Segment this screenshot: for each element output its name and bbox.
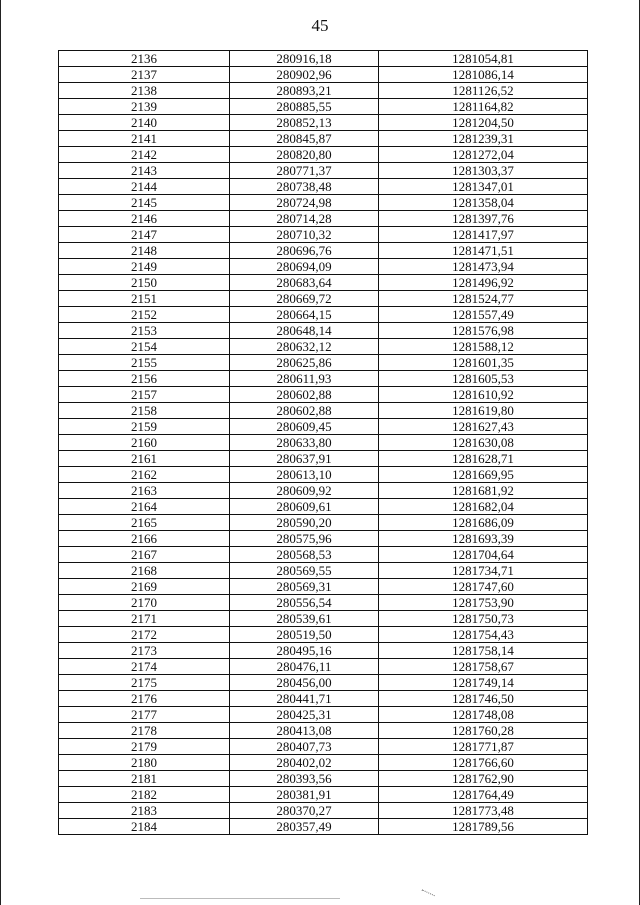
y-coordinate-cell: 1281496,92 xyxy=(379,275,588,291)
footer-line xyxy=(140,898,340,899)
y-coordinate-cell: 1281746,50 xyxy=(379,691,588,707)
y-coordinate-cell: 1281610,92 xyxy=(379,387,588,403)
x-coordinate-cell: 280852,13 xyxy=(230,115,379,131)
y-coordinate-cell: 1281669,95 xyxy=(379,467,588,483)
x-coordinate-cell: 280633,80 xyxy=(230,435,379,451)
table-row xyxy=(59,275,588,291)
table-row xyxy=(59,83,588,99)
x-coordinate-cell: 280609,92 xyxy=(230,483,379,499)
x-coordinate-cell: 280495,16 xyxy=(230,643,379,659)
table-row xyxy=(59,195,588,211)
table-row xyxy=(59,547,588,563)
y-coordinate-cell: 1281766,60 xyxy=(379,755,588,771)
x-coordinate-cell: 280476,11 xyxy=(230,659,379,675)
table-row xyxy=(59,691,588,707)
table-row xyxy=(59,323,588,339)
x-coordinate-cell: 280669,72 xyxy=(230,291,379,307)
table-row xyxy=(59,179,588,195)
point-number-cell: 2147 xyxy=(59,227,230,243)
x-coordinate-cell: 280625,86 xyxy=(230,355,379,371)
x-coordinate-cell: 280370,27 xyxy=(230,803,379,819)
y-coordinate-cell: 1281086,14 xyxy=(379,67,588,83)
point-number-cell: 2165 xyxy=(59,515,230,531)
x-coordinate-cell: 280771,37 xyxy=(230,163,379,179)
table-row xyxy=(59,403,588,419)
x-coordinate-cell: 280590,20 xyxy=(230,515,379,531)
point-number-cell: 2167 xyxy=(59,547,230,563)
y-coordinate-cell: 1281473,94 xyxy=(379,259,588,275)
point-number-cell: 2173 xyxy=(59,643,230,659)
y-coordinate-cell: 1281627,43 xyxy=(379,419,588,435)
table-row xyxy=(59,787,588,803)
x-coordinate-cell: 280714,28 xyxy=(230,211,379,227)
y-coordinate-cell: 1281054,81 xyxy=(379,51,588,67)
point-number-cell: 2157 xyxy=(59,387,230,403)
point-number-cell: 2169 xyxy=(59,579,230,595)
table-row xyxy=(59,211,588,227)
table-row xyxy=(59,131,588,147)
table-row xyxy=(59,755,588,771)
point-number-cell: 2138 xyxy=(59,83,230,99)
point-number-cell: 2145 xyxy=(59,195,230,211)
table-row xyxy=(59,307,588,323)
point-number-cell: 2146 xyxy=(59,211,230,227)
y-coordinate-cell: 1281417,97 xyxy=(379,227,588,243)
x-coordinate-cell: 280402,02 xyxy=(230,755,379,771)
table-row xyxy=(59,115,588,131)
y-coordinate-cell: 1281588,12 xyxy=(379,339,588,355)
table-row xyxy=(59,355,588,371)
x-coordinate-cell: 280845,87 xyxy=(230,131,379,147)
x-coordinate-cell: 280664,15 xyxy=(230,307,379,323)
x-coordinate-cell: 280609,45 xyxy=(230,419,379,435)
point-number-cell: 2177 xyxy=(59,707,230,723)
page-edge-left xyxy=(0,0,1,905)
x-coordinate-cell: 280611,93 xyxy=(230,371,379,387)
y-coordinate-cell: 1281762,90 xyxy=(379,771,588,787)
table-row xyxy=(59,819,588,835)
y-coordinate-cell: 1281576,98 xyxy=(379,323,588,339)
table-row xyxy=(59,451,588,467)
table-row xyxy=(59,291,588,307)
point-number-cell: 2154 xyxy=(59,339,230,355)
point-number-cell: 2143 xyxy=(59,163,230,179)
x-coordinate-cell: 280569,31 xyxy=(230,579,379,595)
point-number-cell: 2166 xyxy=(59,531,230,547)
table-row xyxy=(59,595,588,611)
x-coordinate-cell: 280648,14 xyxy=(230,323,379,339)
point-number-cell: 2142 xyxy=(59,147,230,163)
point-number-cell: 2164 xyxy=(59,499,230,515)
y-coordinate-cell: 1281358,04 xyxy=(379,195,588,211)
table-row xyxy=(59,163,588,179)
point-number-cell: 2155 xyxy=(59,355,230,371)
x-coordinate-cell: 280632,12 xyxy=(230,339,379,355)
table-row xyxy=(59,659,588,675)
x-coordinate-cell: 280393,56 xyxy=(230,771,379,787)
point-number-cell: 2160 xyxy=(59,435,230,451)
x-coordinate-cell: 280575,96 xyxy=(230,531,379,547)
x-coordinate-cell: 280694,09 xyxy=(230,259,379,275)
y-coordinate-cell: 1281758,67 xyxy=(379,659,588,675)
table-row xyxy=(59,371,588,387)
table-row xyxy=(59,643,588,659)
x-coordinate-cell: 280539,61 xyxy=(230,611,379,627)
point-number-cell: 2184 xyxy=(59,819,230,835)
point-number-cell: 2183 xyxy=(59,803,230,819)
y-coordinate-cell: 1281601,35 xyxy=(379,355,588,371)
y-coordinate-cell: 1281347,01 xyxy=(379,179,588,195)
x-coordinate-cell: 280519,50 xyxy=(230,627,379,643)
x-coordinate-cell: 280613,10 xyxy=(230,467,379,483)
point-number-cell: 2179 xyxy=(59,739,230,755)
x-coordinate-cell: 280885,55 xyxy=(230,99,379,115)
y-coordinate-cell: 1281760,28 xyxy=(379,723,588,739)
table-row xyxy=(59,483,588,499)
y-coordinate-cell: 1281164,82 xyxy=(379,99,588,115)
y-coordinate-cell: 1281471,51 xyxy=(379,243,588,259)
y-coordinate-cell: 1281748,08 xyxy=(379,707,588,723)
table-row xyxy=(59,243,588,259)
table-row xyxy=(59,723,588,739)
point-number-cell: 2180 xyxy=(59,755,230,771)
table-row xyxy=(59,147,588,163)
point-number-cell: 2139 xyxy=(59,99,230,115)
point-number-cell: 2151 xyxy=(59,291,230,307)
point-number-cell: 2153 xyxy=(59,323,230,339)
table-row xyxy=(59,339,588,355)
point-number-cell: 2182 xyxy=(59,787,230,803)
y-coordinate-cell: 1281750,73 xyxy=(379,611,588,627)
table-row xyxy=(59,387,588,403)
x-coordinate-cell: 280568,53 xyxy=(230,547,379,563)
table-row xyxy=(59,627,588,643)
x-coordinate-cell: 280738,48 xyxy=(230,179,379,195)
point-number-cell: 2175 xyxy=(59,675,230,691)
y-coordinate-cell: 1281204,50 xyxy=(379,115,588,131)
table-row xyxy=(59,771,588,787)
point-number-cell: 2150 xyxy=(59,275,230,291)
table-row xyxy=(59,259,588,275)
point-number-cell: 2163 xyxy=(59,483,230,499)
point-number-cell: 2178 xyxy=(59,723,230,739)
y-coordinate-cell: 1281272,04 xyxy=(379,147,588,163)
x-coordinate-cell: 280893,21 xyxy=(230,83,379,99)
x-coordinate-cell: 280441,71 xyxy=(230,691,379,707)
x-coordinate-cell: 280710,32 xyxy=(230,227,379,243)
y-coordinate-cell: 1281239,31 xyxy=(379,131,588,147)
point-number-cell: 2159 xyxy=(59,419,230,435)
y-coordinate-cell: 1281773,48 xyxy=(379,803,588,819)
y-coordinate-cell: 1281747,60 xyxy=(379,579,588,595)
table-row xyxy=(59,435,588,451)
table-row xyxy=(59,739,588,755)
x-coordinate-cell: 280609,61 xyxy=(230,499,379,515)
x-coordinate-cell: 280413,08 xyxy=(230,723,379,739)
y-coordinate-cell: 1281682,04 xyxy=(379,499,588,515)
point-number-cell: 2140 xyxy=(59,115,230,131)
y-coordinate-cell: 1281557,49 xyxy=(379,307,588,323)
table-row xyxy=(59,563,588,579)
point-number-cell: 2136 xyxy=(59,51,230,67)
x-coordinate-cell: 280407,73 xyxy=(230,739,379,755)
table-row xyxy=(59,707,588,723)
table-row xyxy=(59,611,588,627)
y-coordinate-cell: 1281126,52 xyxy=(379,83,588,99)
table-row xyxy=(59,227,588,243)
y-coordinate-cell: 1281303,37 xyxy=(379,163,588,179)
table-row xyxy=(59,99,588,115)
table-row xyxy=(59,499,588,515)
x-coordinate-cell: 280569,55 xyxy=(230,563,379,579)
y-coordinate-cell: 1281524,77 xyxy=(379,291,588,307)
point-number-cell: 2174 xyxy=(59,659,230,675)
x-coordinate-cell: 280357,49 xyxy=(230,819,379,835)
y-coordinate-cell: 1281753,90 xyxy=(379,595,588,611)
y-coordinate-cell: 1281734,71 xyxy=(379,563,588,579)
page-number: 45 xyxy=(311,16,329,35)
x-coordinate-cell: 280637,91 xyxy=(230,451,379,467)
scan-artifact xyxy=(419,889,435,901)
x-coordinate-cell: 280916,18 xyxy=(230,51,379,67)
y-coordinate-cell: 1281686,09 xyxy=(379,515,588,531)
point-number-cell: 2176 xyxy=(59,691,230,707)
coordinates-table-body xyxy=(59,51,588,835)
table-row xyxy=(59,579,588,595)
point-number-cell: 2148 xyxy=(59,243,230,259)
table-row xyxy=(59,803,588,819)
y-coordinate-cell: 1281764,49 xyxy=(379,787,588,803)
coordinates-table xyxy=(58,50,588,835)
point-number-cell: 2156 xyxy=(59,371,230,387)
x-coordinate-cell: 280602,88 xyxy=(230,403,379,419)
x-coordinate-cell: 280602,88 xyxy=(230,387,379,403)
point-number-cell: 2152 xyxy=(59,307,230,323)
x-coordinate-cell: 280724,98 xyxy=(230,195,379,211)
point-number-cell: 2181 xyxy=(59,771,230,787)
x-coordinate-cell: 280820,80 xyxy=(230,147,379,163)
table-row xyxy=(59,51,588,67)
point-number-cell: 2172 xyxy=(59,627,230,643)
y-coordinate-cell: 1281704,64 xyxy=(379,547,588,563)
y-coordinate-cell: 1281397,76 xyxy=(379,211,588,227)
point-number-cell: 2158 xyxy=(59,403,230,419)
y-coordinate-cell: 1281619,80 xyxy=(379,403,588,419)
x-coordinate-cell: 280902,96 xyxy=(230,67,379,83)
point-number-cell: 2168 xyxy=(59,563,230,579)
point-number-cell: 2161 xyxy=(59,451,230,467)
point-number-cell: 2162 xyxy=(59,467,230,483)
point-number-cell: 2171 xyxy=(59,611,230,627)
table-row xyxy=(59,531,588,547)
y-coordinate-cell: 1281628,71 xyxy=(379,451,588,467)
table-row xyxy=(59,675,588,691)
y-coordinate-cell: 1281789,56 xyxy=(379,819,588,835)
table-row xyxy=(59,67,588,83)
y-coordinate-cell: 1281749,14 xyxy=(379,675,588,691)
point-number-cell: 2149 xyxy=(59,259,230,275)
point-number-cell: 2141 xyxy=(59,131,230,147)
table-row xyxy=(59,515,588,531)
y-coordinate-cell: 1281754,43 xyxy=(379,627,588,643)
y-coordinate-cell: 1281758,14 xyxy=(379,643,588,659)
x-coordinate-cell: 280456,00 xyxy=(230,675,379,691)
table-row xyxy=(59,419,588,435)
y-coordinate-cell: 1281771,87 xyxy=(379,739,588,755)
x-coordinate-cell: 280556,54 xyxy=(230,595,379,611)
point-number-cell: 2170 xyxy=(59,595,230,611)
point-number-cell: 2137 xyxy=(59,67,230,83)
y-coordinate-cell: 1281693,39 xyxy=(379,531,588,547)
x-coordinate-cell: 280425,31 xyxy=(230,707,379,723)
x-coordinate-cell: 280381,91 xyxy=(230,787,379,803)
table-row xyxy=(59,467,588,483)
x-coordinate-cell: 280683,64 xyxy=(230,275,379,291)
y-coordinate-cell: 1281630,08 xyxy=(379,435,588,451)
point-number-cell: 2144 xyxy=(59,179,230,195)
x-coordinate-cell: 280696,76 xyxy=(230,243,379,259)
y-coordinate-cell: 1281605,53 xyxy=(379,371,588,387)
y-coordinate-cell: 1281681,92 xyxy=(379,483,588,499)
